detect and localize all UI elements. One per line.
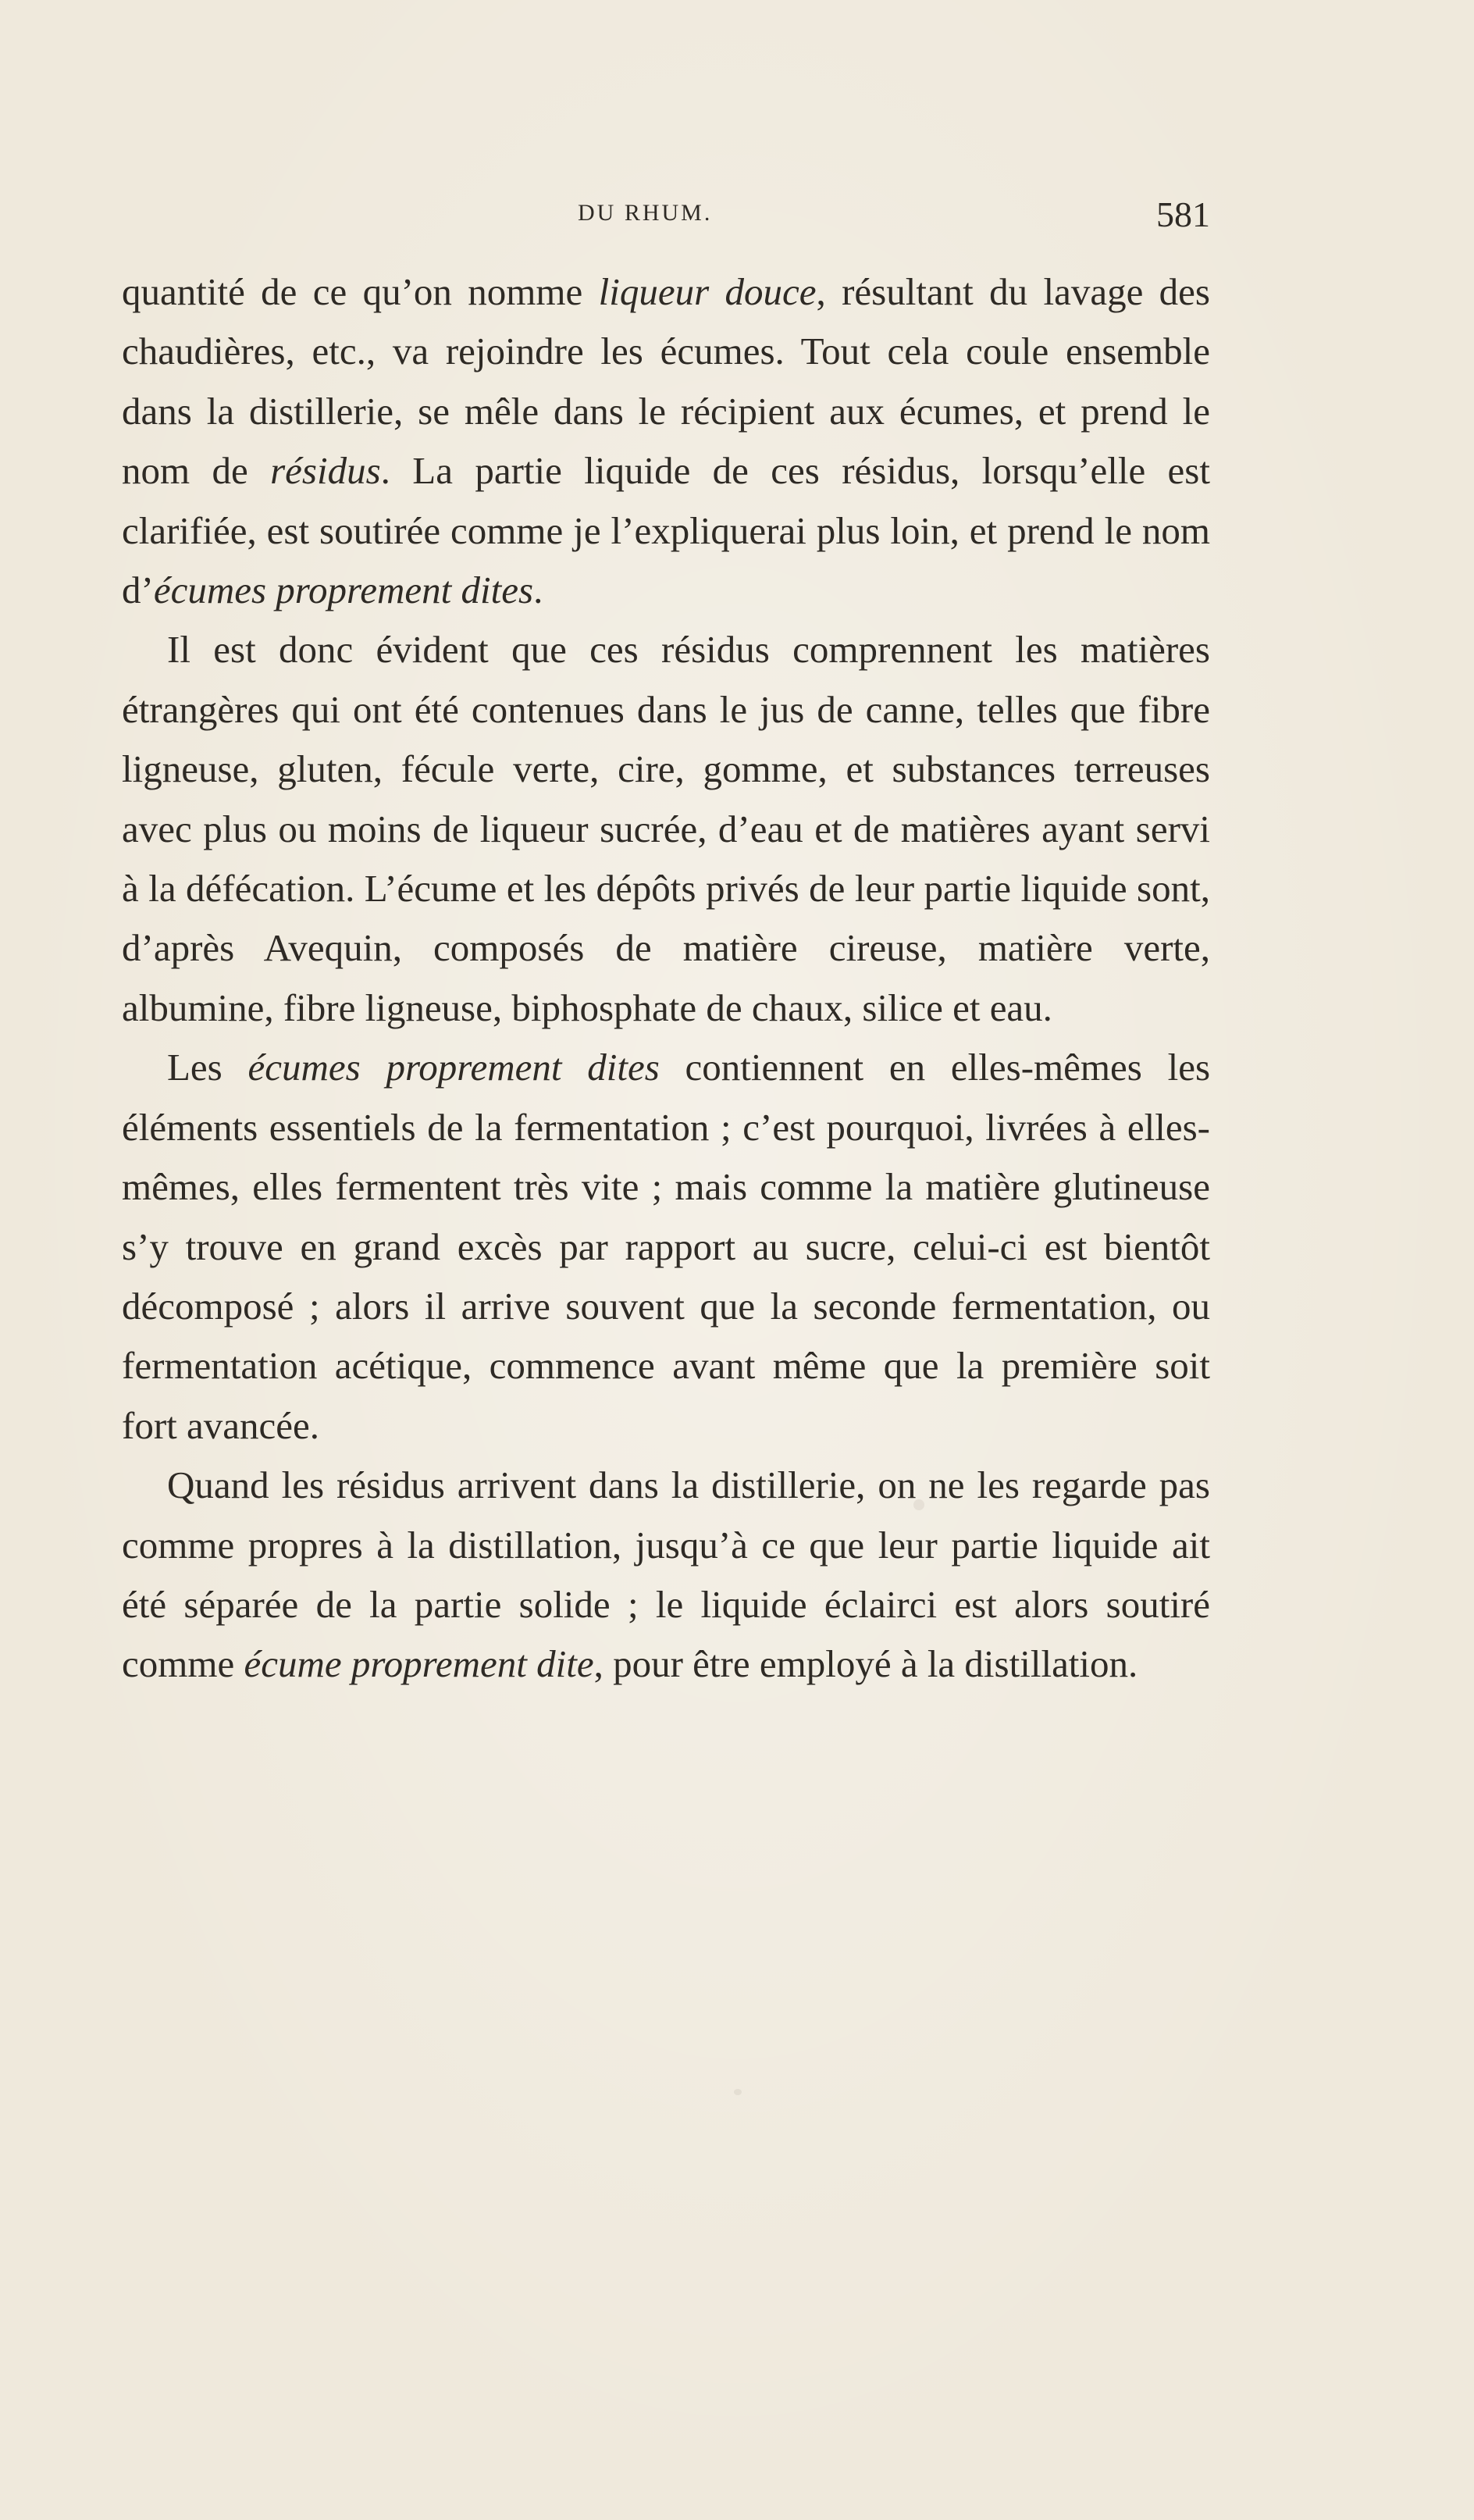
text-run: Il est donc évident que ces résidus comprennent les matières étrangères qui ont été contenues dans le jus de canne, telles que fibre ligneuse, gluten, fécule verte, cire, gomme, et substances terreuses avec plus ou moins de liqueur sucrée, d’eau et de matières ayant servi à la défécation. L’écume et les dépôts privés de leur partie liquide sont, d’après Avequin, composés de matière cireuse, matière verte, albumine, fibre ligneuse, biphosphate de chaux, silice et eau.: [122, 628, 1210, 1029]
body-text: [122, 262, 1210, 1695]
text-run: quantité de ce qu’on nomme: [122, 270, 599, 313]
text-run: contiennent en elles-mêmes les éléments essentiels de la fermentation ; c’est pourquoi, livrées à elles-mêmes, elles fermentent très vite ; mais comme la matière glutineuse s’y trouve en grand excès par rapport au sucre, celui-ci est bientôt décomposé ; alors il arrive souvent que la seconde fermentation, ou fermentation acétique, commence avant même que la première soit fort avancée.: [122, 1046, 1211, 1447]
text-run: Les: [167, 1046, 248, 1089]
page-header: [125, 194, 1210, 241]
italic-term: écume proprement dite: [244, 1642, 594, 1686]
text-run: Quand les résidus arrivent dans la distillerie, on ne les regarde pas comme propres à la distillation, jusqu’à ce que leur partie liquide ait été séparée de la partie solide ; le liquide éclairci est alors soutiré comme: [122, 1463, 1210, 1686]
paragraph: [122, 262, 1210, 620]
text-run: , pour être employé à la distillation.: [593, 1642, 1138, 1686]
paper-stain: [734, 2089, 742, 2095]
running-head: DU RHUM.: [578, 200, 713, 226]
italic-term: écumes proprement dites: [153, 569, 534, 612]
text-run: . La partie liquide de ces résidus, lorsqu’elle est clarifiée, est soutirée comme je l’expliquerai plus loin, et prend le nom d’: [122, 449, 1210, 612]
italic-term: liqueur douce: [598, 270, 817, 313]
paragraph: [122, 620, 1210, 1038]
text-run: .: [533, 569, 543, 612]
paragraph: [122, 1456, 1210, 1695]
paragraph: [122, 1038, 1210, 1456]
italic-term: résidus: [270, 449, 381, 493]
text-run: , résultant du lavage des chaudières, etc., va rejoindre les écumes. Tout cela coule ensemble dans la distillerie, se mêle dans le récipient aux écumes, et prend le nom de: [122, 270, 1210, 493]
page-number: 581: [1156, 194, 1210, 234]
italic-term: écumes proprement dites: [247, 1046, 660, 1089]
